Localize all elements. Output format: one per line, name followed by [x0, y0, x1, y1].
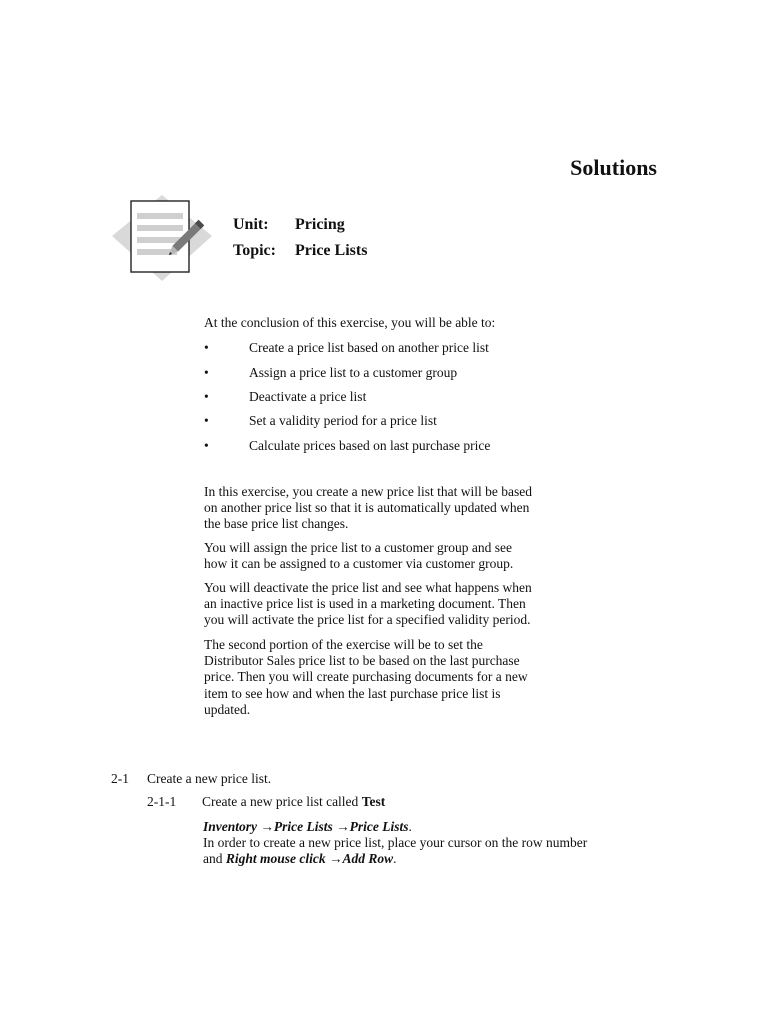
topic-label: Topic: [233, 242, 276, 259]
step-2-1 [111, 771, 271, 787]
paragraph: In this exercise, you create a new price list that will be based on another price list so that it is automatically updated when the base price list changes. [204, 484, 533, 532]
menu-inventory: Inventory [203, 819, 257, 834]
bullet: • [204, 413, 209, 428]
step-text: Create a new price list called [202, 794, 362, 809]
menu-price-lists-window: Price Lists [349, 819, 409, 834]
paragraph: The second portion of the exercise will be to set the Distributor Sales price list to be based on the last purchase price. Then you will create purchasing documents for a new item to see how and when the last purchase price list is updated. [204, 637, 528, 717]
menu-price-lists: Price Lists [273, 819, 333, 834]
step-number: 2-1-1 [147, 794, 177, 809]
bullet: • [204, 365, 209, 380]
arrow-icon: → [336, 819, 350, 834]
instruction-line: In order to create a new price list, place your cursor on the row number [203, 835, 588, 851]
step-text: Create a new price list. [147, 771, 272, 786]
topic-value: Price Lists [295, 242, 368, 259]
unit-line [233, 216, 345, 234]
arrow-icon: → [329, 851, 343, 867]
arrow-icon: → [260, 819, 274, 834]
paragraph: You will deactivate the price list and see what happens when an inactive price list is used in a marketing document. Then you will activate the price list for a specified validity period. [204, 580, 532, 628]
step-2-1-1 [147, 794, 385, 810]
notepad-pencil-icon [110, 192, 214, 284]
page-title: Solutions [570, 155, 657, 180]
step-number: 2-1 [111, 771, 129, 786]
bullet: • [204, 340, 209, 355]
price-list-name: Test [361, 794, 386, 809]
intro-text: At the conclusion of this exercise, you will be able to: [204, 315, 496, 330]
unit-label: Unit: [233, 216, 269, 233]
bullet: • [204, 438, 209, 453]
topic-line [233, 242, 367, 260]
paragraph: You will assign the price list to a customer group and see how it can be assigned to a customer via customer group. [204, 540, 514, 572]
instruction-line: and Right mouse click →Add Row. [203, 851, 397, 867]
unit-value: Pricing [295, 216, 345, 233]
instructions [203, 819, 653, 868]
bullet: • [204, 389, 209, 404]
action-right-click: Right mouse click [225, 851, 326, 867]
action-add-row: Add Row [342, 851, 394, 867]
menu-path: Inventory →Price Lists →Price Lists. [203, 819, 412, 834]
